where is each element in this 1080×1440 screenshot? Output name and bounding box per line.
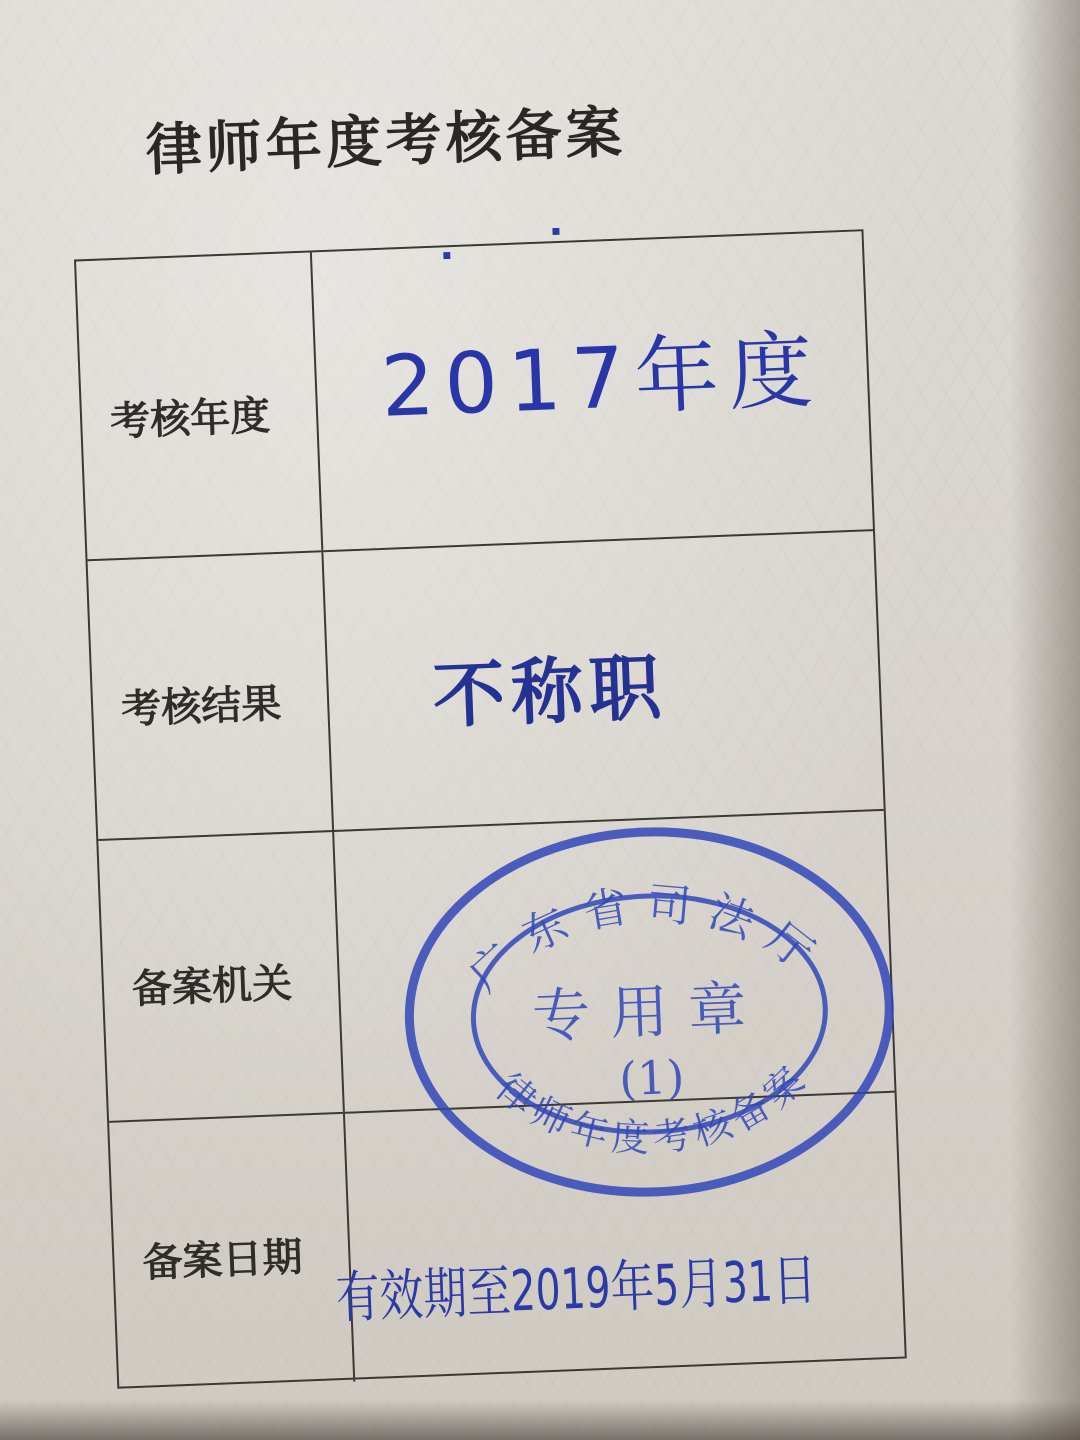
validity-date-value: 有效期至2019年5月31日 (334, 1247, 818, 1332)
filing-date-label: 备案日期 (141, 1233, 304, 1287)
ink-speck: ▪ (441, 247, 452, 264)
assessment-result-label: 考核结果 (120, 679, 283, 734)
assessment-year-label: 考核年度 (109, 392, 272, 446)
row-assessment-result (88, 531, 884, 841)
assessment-table (74, 229, 907, 1388)
assessment-result-value: 不称职 (431, 645, 669, 739)
seal-bottom-text: 律师年度考核备案 (487, 1054, 817, 1161)
seal-number: (1) (618, 1049, 686, 1107)
page-bottom-shadow (0, 1400, 1080, 1440)
filing-authority-label: 备案机关 (131, 959, 293, 1013)
assessment-year-value: 2017年度 (379, 320, 825, 436)
label-cell (88, 552, 334, 839)
ink-speck: ▪ (550, 222, 562, 240)
label-cell (76, 252, 323, 559)
row-assessment-year (76, 231, 873, 561)
label-cell (98, 832, 345, 1121)
seal-outer-text: 广东省司法厅 (459, 878, 836, 1002)
official-seal (392, 813, 906, 1212)
label-cell (109, 1114, 355, 1391)
document-title: 律师年度考核备案 (144, 99, 627, 184)
page-edge-shadow (1010, 0, 1080, 1440)
seal-center-text: 专用章 (531, 973, 768, 1051)
